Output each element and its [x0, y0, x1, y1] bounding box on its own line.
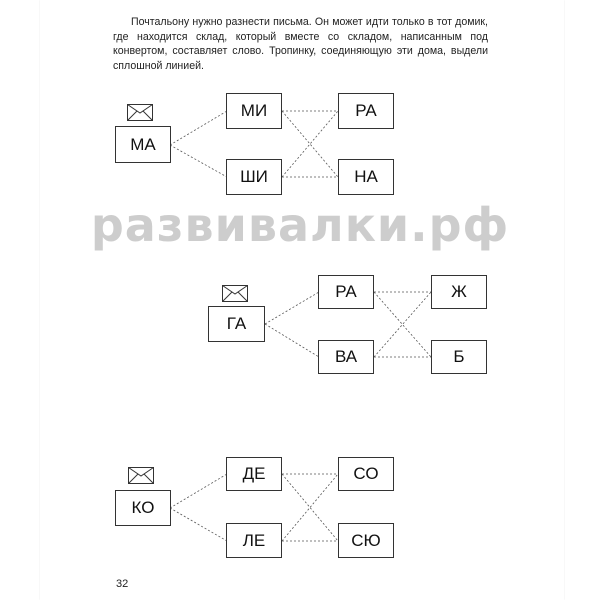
- path-line: [170, 145, 227, 177]
- house-end[interactable]: НА: [338, 159, 394, 195]
- path-line: [170, 508, 227, 541]
- house-middle[interactable]: ЛЕ: [226, 523, 282, 558]
- path-line: [170, 474, 227, 508]
- page-number: 32: [116, 578, 129, 590]
- house-middle[interactable]: ВА: [318, 340, 374, 374]
- path-line: [265, 324, 319, 357]
- path-line: [265, 292, 319, 324]
- watermark: развивалки.рф: [90, 198, 510, 252]
- instruction-text: Почтальону нужно разнести письма. Он может идти только в тот домик, где находится склад, который вместе со складом, написанным под конвертом, составляет слово. Тропинку, соединяющую эти дома, выдели сплошной линией.: [113, 16, 488, 72]
- house-end[interactable]: СО: [338, 457, 394, 491]
- house-middle[interactable]: РА: [318, 275, 374, 309]
- house-middle[interactable]: ДЕ: [226, 457, 282, 491]
- envelope-icon: [128, 467, 154, 484]
- house-middle[interactable]: ШИ: [226, 159, 282, 195]
- envelope-icon: [127, 104, 153, 121]
- house-end[interactable]: СЮ: [338, 523, 394, 558]
- envelope-icon: [222, 285, 248, 302]
- path-line: [170, 111, 227, 145]
- house-end[interactable]: Ж: [431, 275, 487, 309]
- house-start[interactable]: МА: [115, 126, 171, 163]
- house-middle[interactable]: МИ: [226, 93, 282, 129]
- house-end[interactable]: Б: [431, 340, 487, 374]
- house-start[interactable]: ГА: [208, 306, 265, 342]
- house-start[interactable]: КО: [115, 490, 171, 526]
- house-end[interactable]: РА: [338, 93, 394, 129]
